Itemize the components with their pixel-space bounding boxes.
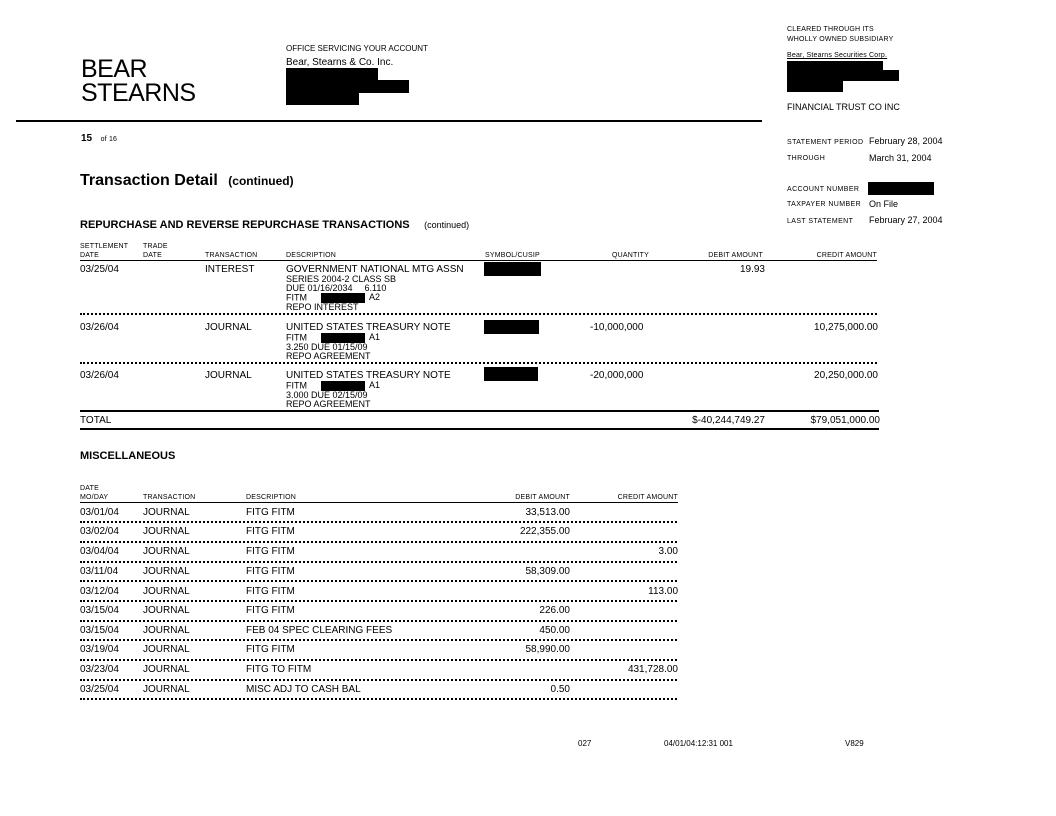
desc-part: A1 xyxy=(369,380,381,391)
through-value: March 31, 2004 xyxy=(869,153,932,163)
footer-timestamp: 04/01/04:12:31 001 xyxy=(664,739,733,748)
account-number-label: ACCOUNT NUMBER xyxy=(787,186,860,193)
footer-code-1: 027 xyxy=(578,739,592,748)
misc-row-debit: 450.00 xyxy=(539,625,570,636)
col-quantity: QUANTITY xyxy=(612,252,649,259)
cusip-redaction xyxy=(484,367,538,381)
misc-row-date: 03/23/04 xyxy=(80,664,119,675)
misc-col-debit: DEBIT AMOUNT xyxy=(515,494,570,501)
bear-stearns-logo xyxy=(81,57,196,105)
repo-row-3-date: 03/26/04 xyxy=(80,370,119,381)
misc-row-type: JOURNAL xyxy=(143,586,190,597)
repo-row-3-type: JOURNAL xyxy=(205,370,252,381)
misc-row-date: 03/02/04 xyxy=(80,526,119,537)
last-statement-value: February 27, 2004 xyxy=(869,215,943,225)
misc-row-debit: 0.50 xyxy=(550,684,570,695)
through-label: THROUGH xyxy=(787,155,826,162)
misc-row-debit: 33,513.00 xyxy=(525,507,570,518)
misc-col-date-2: MO/DAY xyxy=(80,494,109,501)
page-title xyxy=(80,172,294,190)
row-divider xyxy=(80,313,877,315)
total-credit: $79,051,000.00 xyxy=(810,415,880,426)
title-continued: (continued) xyxy=(228,174,294,188)
col-transaction: TRANSACTION xyxy=(205,252,258,259)
repo-row-2-date: 03/26/04 xyxy=(80,322,119,333)
row-divider xyxy=(80,521,677,523)
row-divider xyxy=(80,679,677,681)
col-description: DESCRIPTION xyxy=(286,252,337,259)
account-number-redaction xyxy=(868,182,934,195)
logo-line-1: BEAR xyxy=(81,55,148,83)
misc-row-type: JOURNAL xyxy=(143,546,190,557)
total-debit: $-40,244,749.27 xyxy=(692,415,765,426)
col-trade-1: TRADE xyxy=(143,243,168,250)
taxpayer-value: On File xyxy=(869,199,899,209)
misc-row-type: JOURNAL xyxy=(143,644,190,655)
repo-heading-text: REPURCHASE AND REVERSE REPURCHASE TRANSACTIONS xyxy=(80,219,410,231)
redaction-block xyxy=(787,70,899,81)
redaction-block xyxy=(286,68,378,80)
desc-line: GOVERNMENT NATIONAL MTG ASSN xyxy=(286,264,464,275)
misc-row-desc: MISC ADJ TO CASH BAL xyxy=(246,684,361,695)
header-rule xyxy=(16,120,762,122)
cusip-redaction xyxy=(484,262,541,276)
col-settlement-2: DATE xyxy=(80,252,99,259)
title-main: Transaction Detail xyxy=(80,172,218,189)
repo-row-1-date: 03/25/04 xyxy=(80,264,119,275)
desc-part: FITM xyxy=(286,380,307,391)
misc-col-credit: CREDIT AMOUNT xyxy=(617,494,678,501)
desc-line: REPO INTEREST xyxy=(286,302,359,312)
misc-row-desc: FITG FITM xyxy=(246,605,295,616)
footer-code-2: V829 xyxy=(845,739,864,748)
misc-row-credit: 113.00 xyxy=(648,586,678,597)
misc-row-type: JOURNAL xyxy=(143,664,190,675)
row-divider xyxy=(80,639,677,641)
misc-row-desc: FITG FITM xyxy=(246,586,295,597)
desc-part: A1 xyxy=(369,332,381,343)
row-divider xyxy=(80,362,877,364)
misc-row-date: 03/11/04 xyxy=(80,566,119,577)
misc-row-date: 03/12/04 xyxy=(80,586,119,597)
misc-col-description: DESCRIPTION xyxy=(246,494,297,501)
desc-line: SERIES 2004-2 CLASS SB xyxy=(286,274,397,284)
repo-header-rule xyxy=(80,260,877,261)
misc-row-debit: 58,309.00 xyxy=(525,566,570,577)
taxpayer-label: TAXPAYER NUMBER xyxy=(787,201,862,208)
col-settlement-1: SETTLEMENT xyxy=(80,243,129,250)
misc-row-desc: FEB 04 SPEC CLEARING FEES xyxy=(246,625,393,636)
desc-part: 6.110 xyxy=(364,283,387,293)
repo-section-heading xyxy=(80,215,469,233)
repo-row-1-debit: 19.93 xyxy=(739,264,765,275)
desc-part: FITM xyxy=(286,292,307,303)
col-trade-2: DATE xyxy=(143,252,162,259)
office-name: Bear, Stearns & Co. Inc. xyxy=(286,57,394,68)
misc-col-date-1: DATE xyxy=(80,485,99,492)
misc-row-desc: FITG TO FITM xyxy=(246,664,312,675)
misc-row-desc: FITG FITM xyxy=(246,566,295,577)
col-symbol: SYMBOL/CUSIP xyxy=(485,252,540,259)
misc-row-desc: FITG FITM xyxy=(246,526,295,537)
client-name: FINANCIAL TRUST CO INC xyxy=(787,102,900,112)
misc-row-type: JOURNAL xyxy=(143,625,190,636)
row-divider xyxy=(80,541,677,543)
misc-row-date: 03/04/04 xyxy=(80,546,119,557)
repo-heading-continued: (continued) xyxy=(424,220,470,230)
page-of: of 16 xyxy=(100,136,118,143)
col-credit: CREDIT AMOUNT xyxy=(816,252,877,259)
redaction-block xyxy=(286,80,409,93)
repo-row-3-description xyxy=(286,370,451,409)
repo-row-1-description xyxy=(286,264,464,312)
col-debit: DEBIT AMOUNT xyxy=(708,252,763,259)
repo-row-2-description xyxy=(286,322,451,361)
row-divider xyxy=(80,698,677,700)
misc-row-type: JOURNAL xyxy=(143,526,190,537)
row-divider xyxy=(80,620,677,622)
misc-row-credit: 431,728.00 xyxy=(627,664,678,675)
cusip-redaction xyxy=(484,320,539,334)
row-divider xyxy=(80,600,677,602)
misc-row-type: JOURNAL xyxy=(143,605,190,616)
misc-row-date: 03/01/04 xyxy=(80,507,119,518)
misc-row-desc: FITG FITM xyxy=(246,546,295,557)
desc-line: 3.000 DUE 02/15/09 xyxy=(286,390,368,400)
repo-row-2-type: JOURNAL xyxy=(205,322,252,333)
clearing-firm-name: Bear, Stearns Securities Corp. xyxy=(787,52,888,59)
redaction-block xyxy=(787,61,883,70)
statement-period-label: STATEMENT PERIOD xyxy=(787,139,864,146)
row-divider xyxy=(80,659,677,661)
page-number: 15 xyxy=(81,133,93,144)
misc-row-type: JOURNAL xyxy=(143,507,190,518)
misc-row-type: JOURNAL xyxy=(143,684,190,695)
misc-row-type: JOURNAL xyxy=(143,566,190,577)
misc-row-date: 03/15/04 xyxy=(80,605,119,616)
misc-row-desc: FITG FITM xyxy=(246,507,295,518)
misc-heading: MISCELLANEOUS xyxy=(80,450,176,462)
misc-row-desc: FITG FITM xyxy=(246,644,295,655)
clearing-line-2: WHOLLY OWNED SUBSIDIARY xyxy=(787,36,894,43)
repo-row-3-credit: 20,250,000.00 xyxy=(814,370,878,381)
total-label: TOTAL xyxy=(80,415,112,426)
row-divider xyxy=(80,580,677,582)
desc-line: REPO AGREEMENT xyxy=(286,351,371,361)
misc-row-debit: 58,990.00 xyxy=(525,644,570,655)
misc-row-date: 03/19/04 xyxy=(80,644,119,655)
logo-line-2: STEARNS xyxy=(81,79,196,107)
misc-row-date: 03/15/04 xyxy=(80,625,119,636)
clearing-line-1: CLEARED THROUGH ITS xyxy=(787,26,874,33)
redaction-block xyxy=(286,93,359,105)
repo-row-2-credit: 10,275,000.00 xyxy=(814,322,878,333)
repo-row-1-type: INTEREST xyxy=(205,264,255,275)
row-divider xyxy=(80,561,677,563)
total-top-rule xyxy=(80,410,879,412)
office-label: OFFICE SERVICING YOUR ACCOUNT xyxy=(286,44,428,53)
misc-row-debit: 226.00 xyxy=(539,605,570,616)
desc-line: UNITED STATES TREASURY NOTE xyxy=(286,370,451,381)
repo-row-2-quantity: -10,000,000 xyxy=(590,322,644,333)
misc-row-credit: 3.00 xyxy=(658,546,678,557)
desc-part: DUE 01/16/2034 xyxy=(286,283,353,293)
desc-line: REPO AGREEMENT xyxy=(286,399,371,409)
total-bottom-rule xyxy=(80,428,879,430)
last-statement-label: LAST STATEMENT xyxy=(787,218,854,225)
statement-period-value: February 28, 2004 xyxy=(869,136,943,146)
desc-part: A2 xyxy=(369,292,381,303)
desc-line: 3.250 DUE 01/15/09 xyxy=(286,342,368,352)
misc-row-date: 03/25/04 xyxy=(80,684,119,695)
misc-header-rule xyxy=(80,502,678,503)
redaction-block xyxy=(787,81,843,92)
misc-col-transaction: TRANSACTION xyxy=(143,494,196,501)
misc-row-debit: 222,355.00 xyxy=(519,526,570,537)
repo-row-3-quantity: -20,000,000 xyxy=(590,370,644,381)
page-indicator xyxy=(81,128,117,146)
desc-part: FITM xyxy=(286,332,307,343)
desc-line: UNITED STATES TREASURY NOTE xyxy=(286,322,451,333)
